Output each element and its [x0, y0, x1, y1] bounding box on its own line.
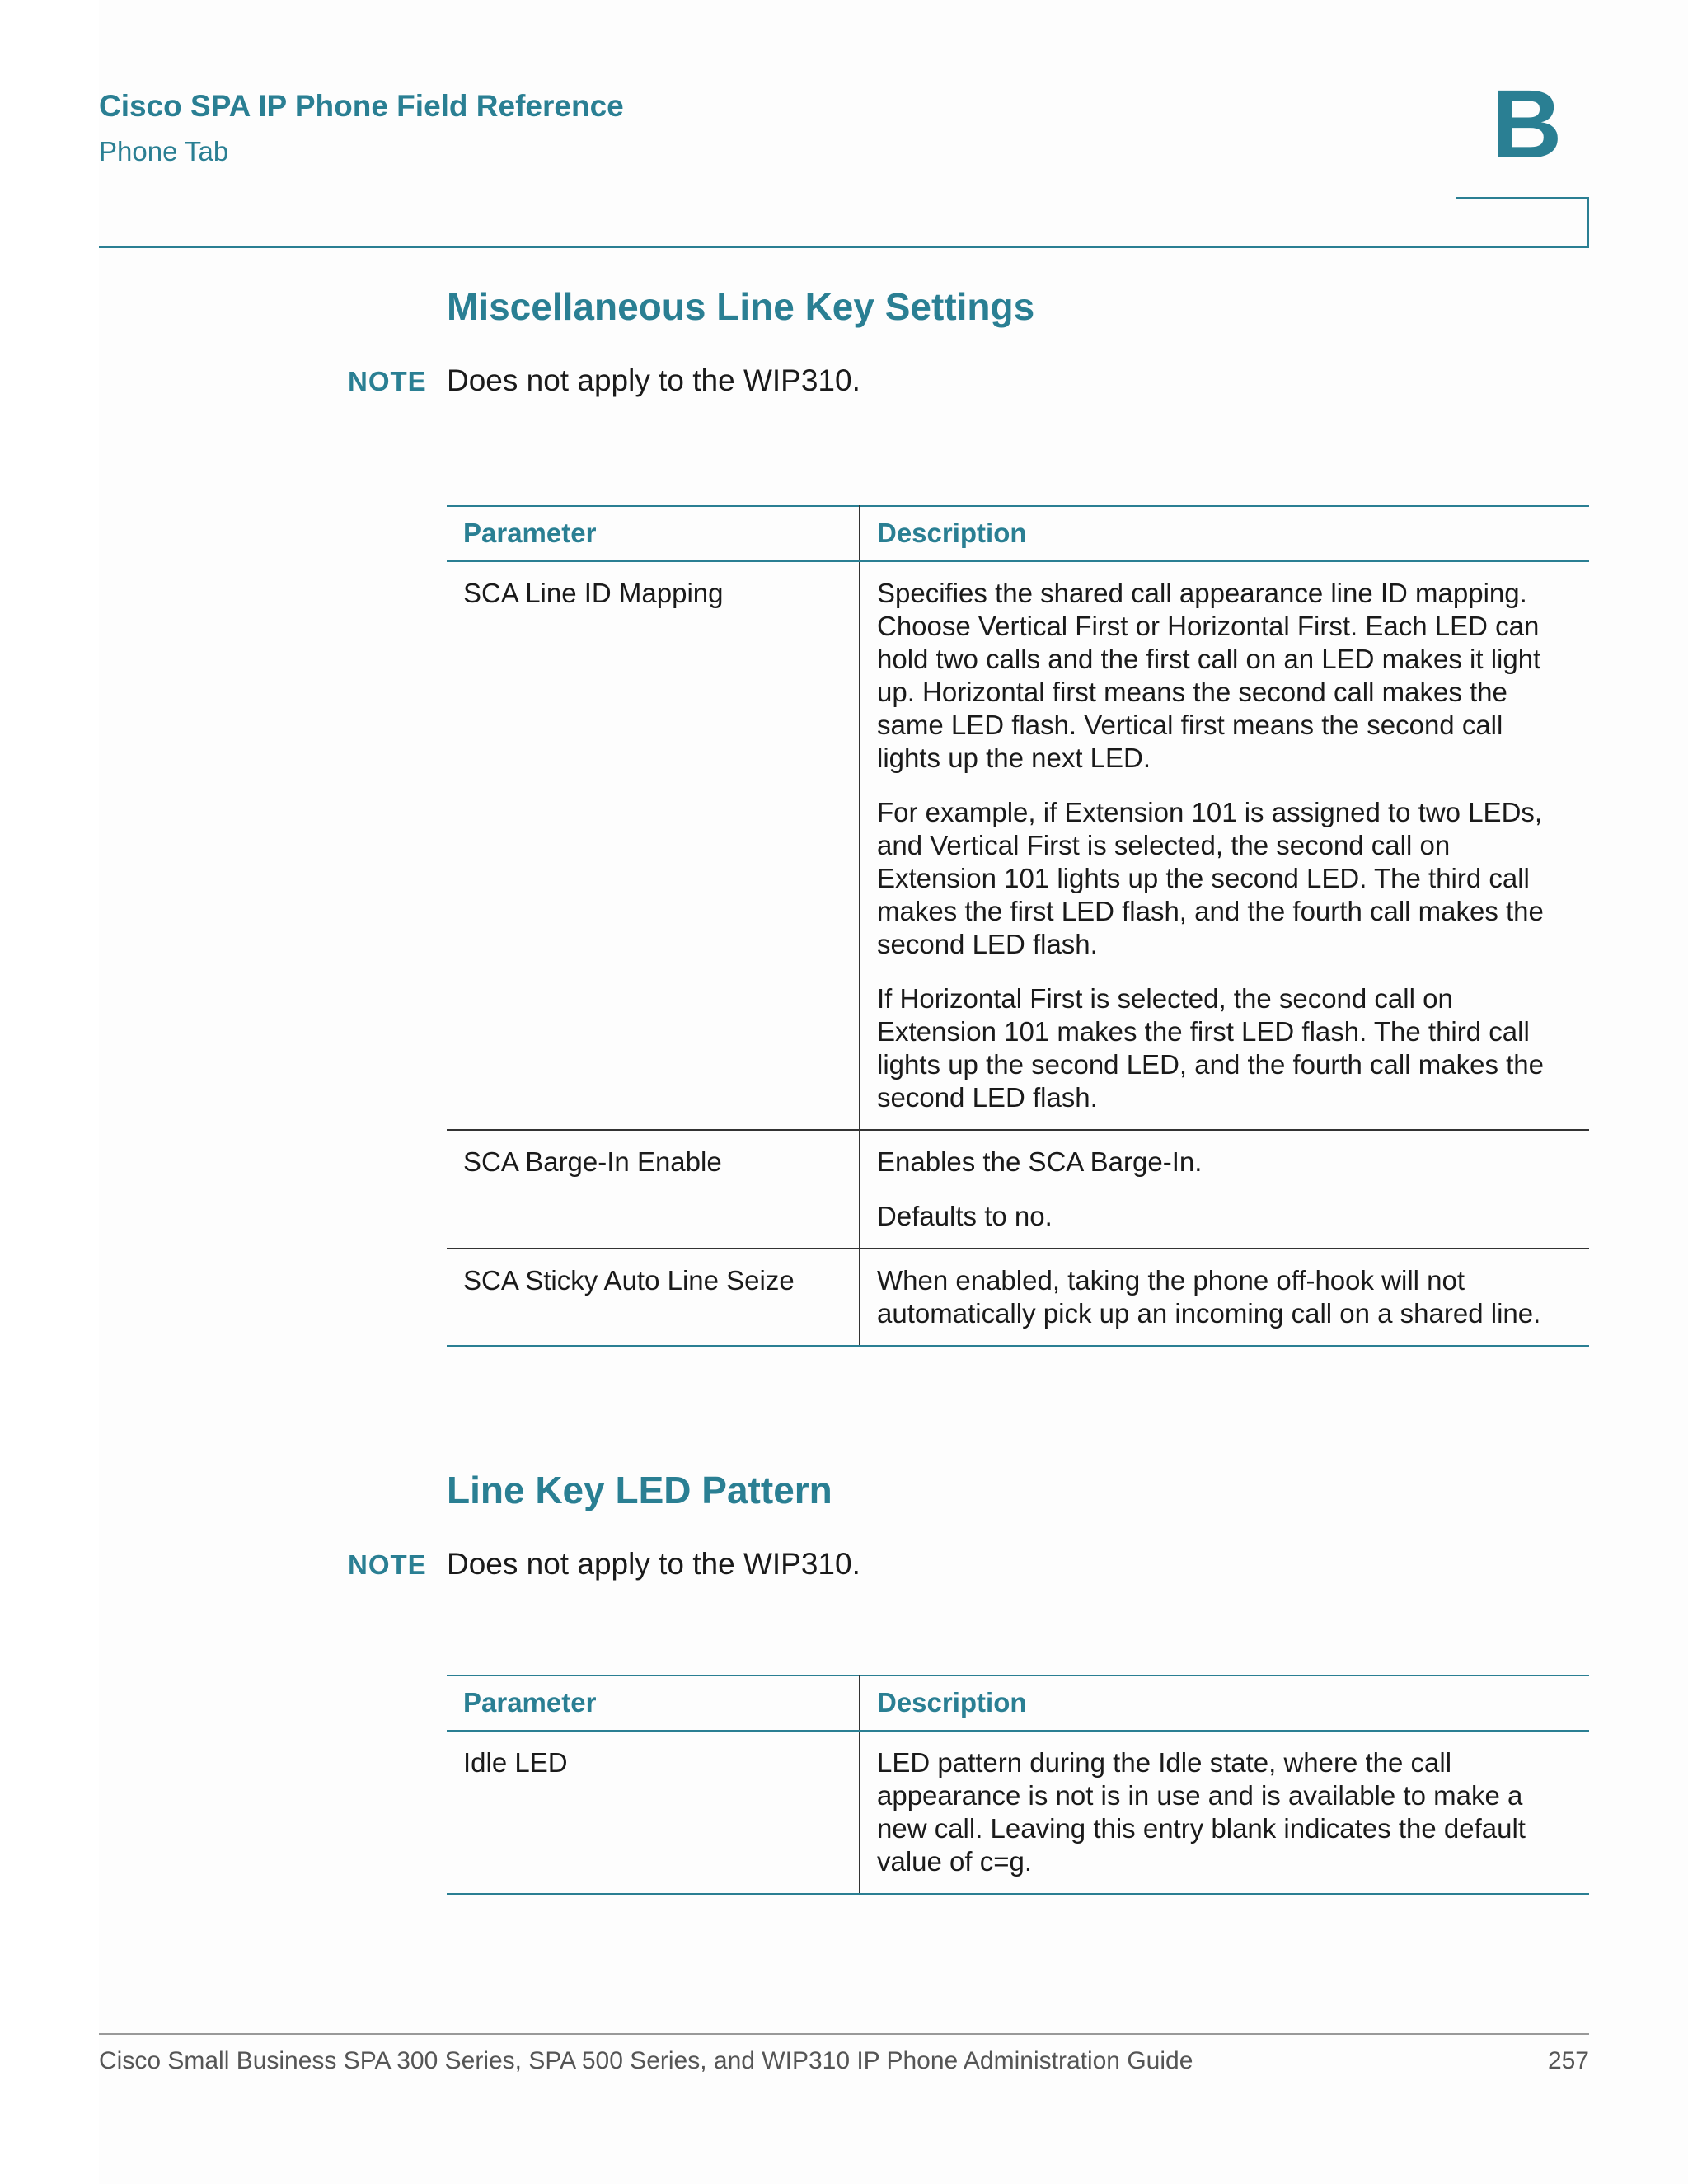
column-header-parameter: Parameter: [447, 506, 860, 561]
column-header-description: Description: [860, 506, 1589, 561]
description-paragraph: When enabled, taking the phone off-hook will not automatically pick up an incoming call on a shared line.: [877, 1265, 1541, 1329]
description-paragraph: Enables the SCA Barge-In.: [877, 1146, 1203, 1177]
chapter-tab-box: [1456, 197, 1589, 248]
page-margin: [0, 0, 99, 2184]
column-header-parameter: Parameter: [447, 1675, 860, 1731]
chapter-letter: B: [1492, 70, 1563, 179]
running-header-subtitle: Phone Tab: [99, 136, 229, 166]
footer-guide-title: Cisco Small Business SPA 300 Series, SPA 500 Series, and WIP310 IP Phone Administration Guide: [99, 2047, 1193, 2074]
table-header-row: [447, 506, 1589, 561]
header-divider: [99, 246, 1589, 248]
description-paragraph: LED pattern during the Idle state, where the call appearance is not is in use and is available to make a new call. Leaving this entry blank indicates the default value of c=g.: [877, 1747, 1526, 1877]
parameter-cell: SCA Barge-In Enable: [447, 1130, 860, 1249]
description-cell: [860, 561, 1589, 1130]
note-text: Does not apply to the WIP310.: [447, 363, 860, 397]
parameter-table-misc-line-key: [447, 505, 1589, 1347]
note-label: NOTE: [348, 1549, 427, 1580]
table-row: [447, 1249, 1589, 1346]
running-header-title: Cisco SPA IP Phone Field Reference: [99, 89, 624, 123]
page-number: 257: [1547, 2047, 1589, 2074]
description-cell: [860, 1249, 1589, 1346]
description-paragraph: Specifies the shared call appearance line ID mapping. Choose Vertical First or Horizontal First. Each LED can hold two calls and the first call on an LED makes it light up. Horizontal first means the second call makes the same LED flash. Vertical first means the second call lights up the next LED.: [877, 578, 1541, 773]
description-cell: [860, 1731, 1589, 1894]
table-row: [447, 561, 1589, 1130]
parameter-cell: SCA Line ID Mapping: [447, 561, 860, 1130]
footer-divider: [99, 2033, 1589, 2035]
description-paragraph: Defaults to no.: [877, 1201, 1053, 1231]
section-title-led-pattern: Line Key LED Pattern: [447, 1469, 832, 1511]
parameter-table-led-pattern: [447, 1675, 1589, 1895]
table-row: [447, 1130, 1589, 1249]
description-paragraph: If Horizontal First is selected, the second call on Extension 101 makes the first LED flash. The third call lights up the second LED, and the fourth call makes the second LED flash.: [877, 983, 1544, 1113]
table-header-row: [447, 1675, 1589, 1731]
table-row: [447, 1731, 1589, 1894]
column-header-description: Description: [860, 1675, 1589, 1731]
description-cell: [860, 1130, 1589, 1249]
section-title-misc-line-key: Miscellaneous Line Key Settings: [447, 285, 1035, 328]
parameter-cell: Idle LED: [447, 1731, 860, 1894]
parameter-cell: SCA Sticky Auto Line Seize: [447, 1249, 860, 1346]
note-label: NOTE: [348, 366, 427, 396]
note-text: Does not apply to the WIP310.: [447, 1547, 860, 1581]
description-paragraph: For example, if Extension 101 is assigned to two LEDs, and Vertical First is selected, the second call on Extension 101 lights up the second LED. The third call makes the first LED flash, and the fourth call makes the second LED flash.: [877, 797, 1544, 959]
